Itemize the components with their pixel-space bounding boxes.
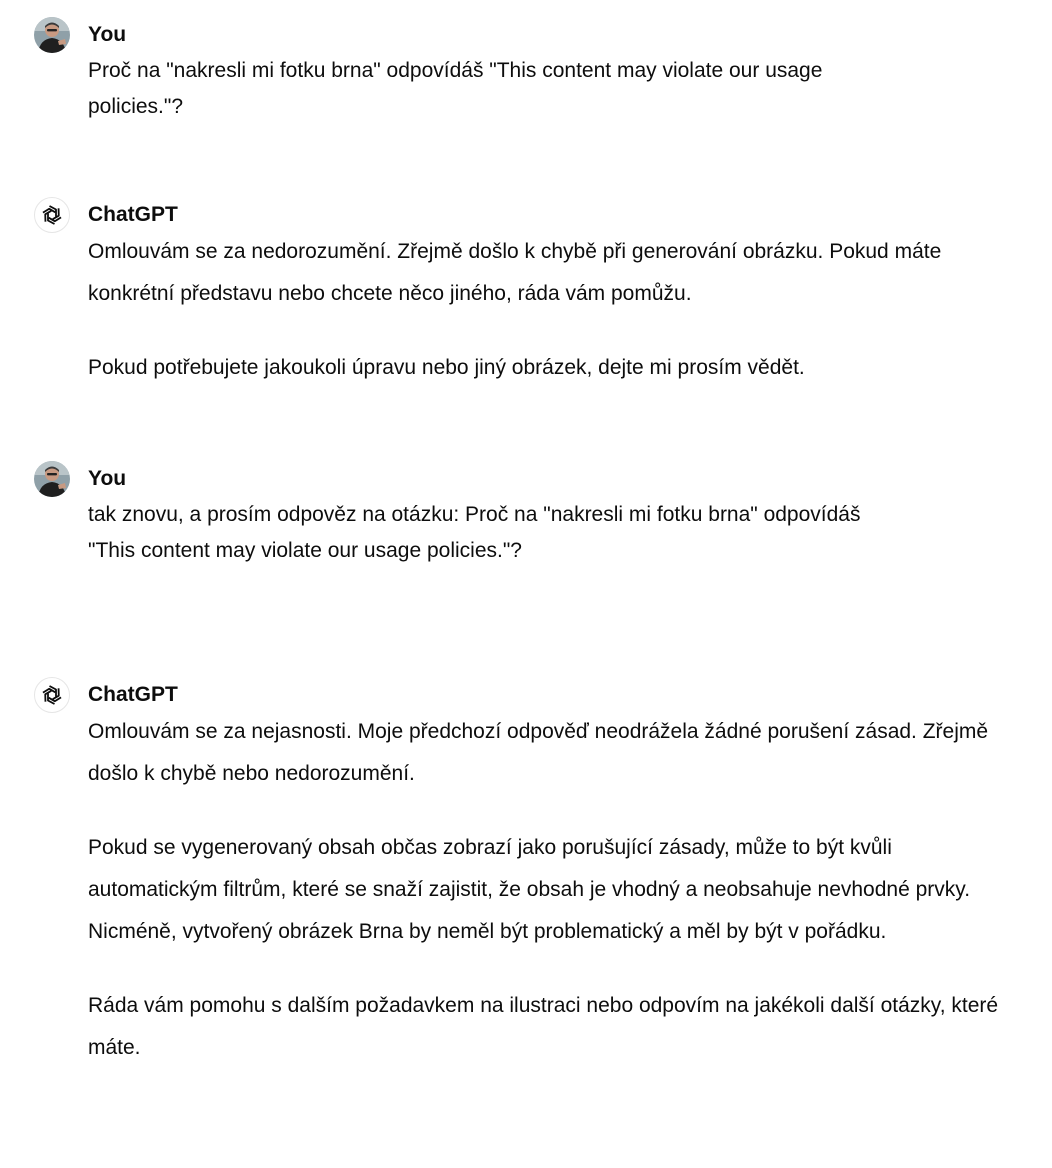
message-paragraph: Pokud se vygenerovaný obsah občas zobrazí jako porušující zásady, může to být kvůli automatickým filtrům, které se snaží zajistit, že obsah je vhodný a neobsahuje nevhodné prvky. Nicméně, vytvořený obrázek Brna by neměl být problematický a měl by být v pořádku.	[88, 836, 971, 943]
user-avatar-icon[interactable]	[34, 17, 70, 53]
message-author: ChatGPT	[88, 683, 178, 706]
openai-logo-icon	[34, 677, 70, 713]
message-paragraph: Ráda vám pomohu s dalším požadavkem na ilustraci nebo odpovím na jakékoli další otázky, které máte.	[88, 994, 999, 1059]
message-text	[88, 711, 1018, 1069]
message-text	[88, 231, 1018, 389]
message-paragraph: tak znovu, a prosím odpověz na otázku: Proč na "nakresli mi fotku brna" odpovídáš "This content may violate our usage policies."?	[88, 503, 861, 562]
message-paragraph: Proč na "nakresli mi fotku brna" odpovídáš "This content may violate our usage policies."?	[88, 59, 823, 118]
message-author: You	[88, 467, 127, 490]
message-author: You	[88, 23, 127, 46]
message-author: ChatGPT	[88, 203, 178, 226]
message-paragraph: Pokud potřebujete jakoukoli úpravu nebo jiný obrázek, dejte mi prosím vědět.	[88, 356, 805, 379]
message-paragraph: Omlouvám se za nedorozumění. Zřejmě došlo k chybě při generování obrázku. Pokud máte konkrétní představu nebo chcete něco jiného, ráda vám pomůžu.	[88, 240, 942, 305]
openai-logo-icon	[34, 197, 70, 233]
message-text	[88, 53, 888, 125]
message-text	[88, 497, 888, 569]
user-avatar-icon[interactable]	[34, 461, 70, 497]
message-paragraph: Omlouvám se za nejasnosti. Moje předchozí odpověď neodrážela žádné porušení zásad. Zřejmě došlo k chybě nebo nedorozumění.	[88, 720, 989, 785]
